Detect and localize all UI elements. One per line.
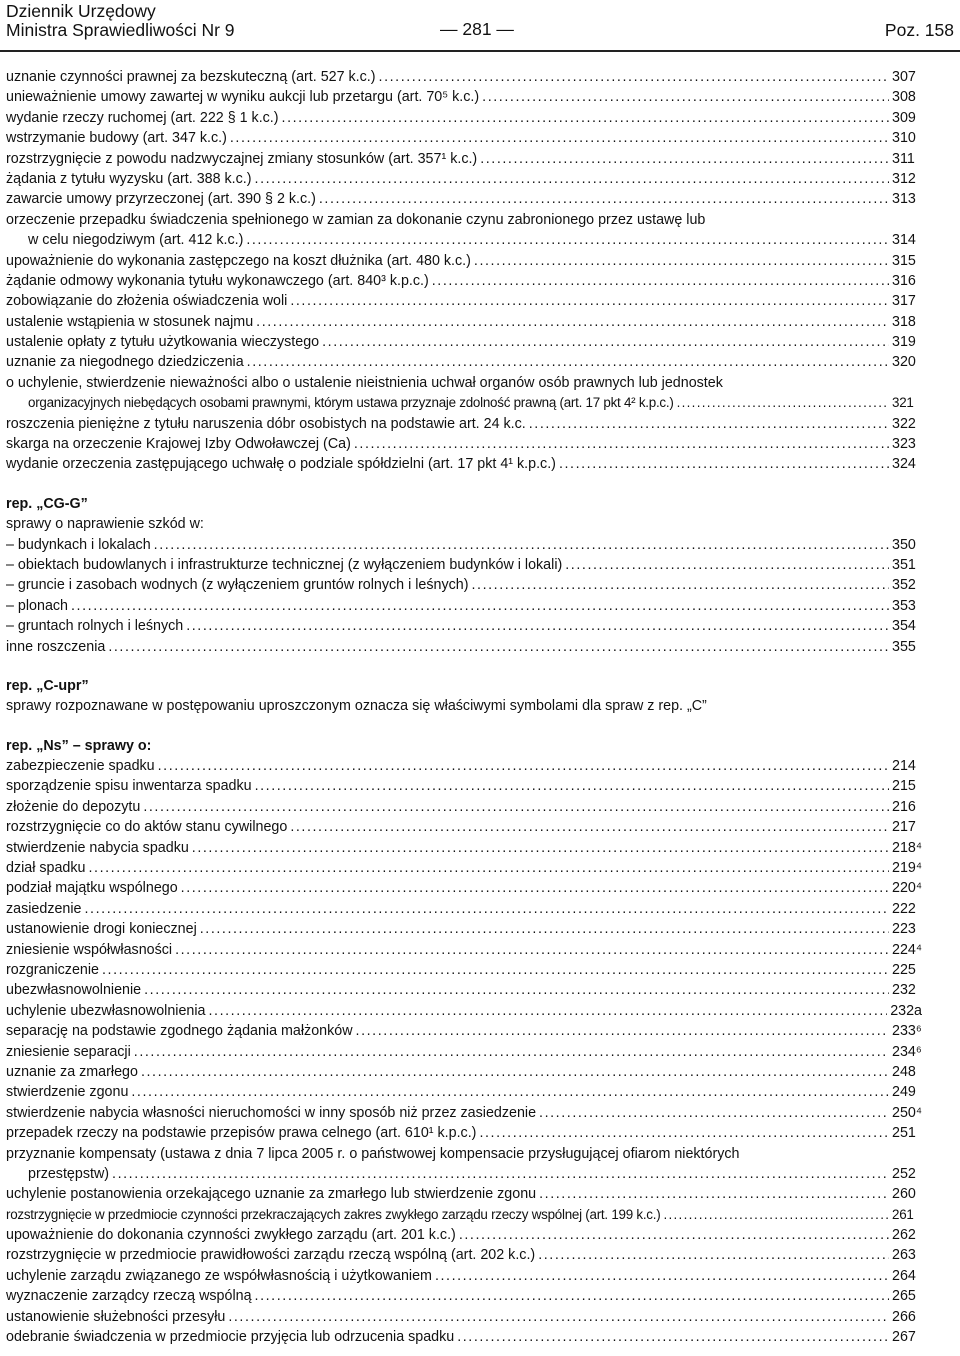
entry-page-number: 352 — [892, 577, 916, 594]
entries-block-c — [6, 67, 922, 475]
entry-page-number: 263 — [892, 1247, 916, 1264]
spacer — [6, 475, 922, 494]
toc-entry — [6, 616, 922, 636]
dot-leader — [200, 919, 889, 939]
toc-entry — [6, 169, 922, 189]
dot-leader — [71, 596, 889, 616]
entry-title: – plonach — [6, 597, 69, 614]
dot-leader — [457, 1327, 889, 1347]
entry-page-number: 224⁴ — [892, 941, 922, 958]
toc-entry — [6, 291, 922, 311]
spacer — [6, 657, 922, 676]
entry-page-number: 322 — [892, 415, 916, 432]
entry-title: – gruncie i zasobach wodnych (z wyłączeniem gruntów rolnych i leśnych) — [6, 577, 469, 594]
entry-page-number: 220⁴ — [892, 880, 922, 897]
entry-page-number: 313 — [892, 191, 916, 208]
dot-leader — [474, 251, 889, 271]
dot-leader — [144, 980, 889, 1000]
entry-title: uznanie za zmarłego — [6, 1063, 138, 1080]
dot-leader — [143, 797, 889, 817]
entry-title: wydanie orzeczenia zastępującego uchwałę o podziale spółdzielni (art. 17 pkt 4¹ k.p.c.) — [6, 456, 556, 473]
page-header — [0, 0, 960, 48]
entry-page-number: 264 — [892, 1267, 916, 1284]
entry-page-number: 312 — [892, 170, 916, 187]
toc-entry — [6, 878, 922, 898]
entry-page-number: 234⁶ — [892, 1043, 922, 1060]
toc-entry — [6, 1062, 922, 1082]
toc-entry — [6, 128, 922, 148]
toc-entry — [6, 434, 922, 454]
entry-title: w celu niegodziwym (art. 412 k.c.) — [28, 232, 244, 249]
dot-leader — [529, 414, 889, 434]
toc-entry — [6, 756, 922, 776]
entry-page-number: 262 — [892, 1227, 916, 1244]
dot-leader — [482, 87, 889, 107]
spacer — [6, 717, 922, 736]
entry-title: inne roszczenia — [6, 638, 106, 655]
dot-leader — [181, 878, 889, 898]
dot-leader — [255, 169, 889, 189]
entry-title: przepadek rzeczy na podstawie przepisów prawa celnego (art. 610¹ k.p.c.) — [6, 1125, 477, 1142]
entry-title: uchylenie postanowienia orzekającego uznanie za zmarłego lub stwierdzenie zgonu — [6, 1186, 537, 1203]
dot-leader — [134, 1042, 889, 1062]
section-heading-cgg: rep. „CG-G” — [6, 495, 88, 512]
toc-entry — [6, 899, 922, 919]
journal-title: Dziennik Urzędowy — [6, 1, 156, 21]
dot-leader — [247, 352, 889, 372]
dot-leader — [186, 616, 889, 636]
entry-page-number: 232a — [890, 1002, 922, 1019]
dot-leader — [246, 230, 889, 250]
dot-leader — [112, 1164, 889, 1184]
dot-leader — [255, 777, 889, 797]
dot-leader — [230, 128, 889, 148]
dot-leader — [539, 1184, 889, 1204]
table-of-contents — [6, 67, 922, 1347]
entry-page-number: 250⁴ — [892, 1104, 922, 1121]
entry-page-number: 223 — [892, 921, 916, 938]
entry-title: wstrzymanie budowy (art. 347 k.c.) — [6, 130, 227, 147]
entry-title: żądanie odmowy wykonania tytułu wykonawczego (art. 840³ k.p.c.) — [6, 272, 429, 289]
entry-page-number: 309 — [892, 109, 916, 126]
entry-title: złożenie do depozytu — [6, 798, 141, 815]
position-number: Poz. 158 — [884, 20, 954, 40]
entry-title: przestępstw) — [28, 1165, 110, 1182]
dot-leader — [354, 434, 889, 454]
entry-page-number: 267 — [892, 1329, 916, 1346]
toc-entry — [6, 596, 922, 616]
entry-page-number: 217 — [892, 819, 916, 836]
toc-entry — [6, 1245, 922, 1265]
toc-entry — [6, 555, 922, 575]
dot-leader — [471, 575, 889, 595]
entry-page-number: 216 — [892, 798, 916, 815]
toc-entry — [6, 1021, 922, 1041]
toc-entry — [6, 189, 922, 209]
dot-leader — [141, 1062, 889, 1082]
entries-block-ns — [6, 756, 922, 1347]
entry-title: upoważnienie do dokonania czynności zwykłego zarządu (art. 201 k.c.) — [6, 1227, 456, 1244]
dot-leader — [379, 67, 889, 87]
journal-issue: Ministra Sprawiedliwości Nr 9 — [6, 20, 235, 40]
entry-title: separację na podstawie zgodnego żądania małżonków — [6, 1023, 353, 1040]
section-heading-cupr: rep. „C-upr” — [6, 677, 89, 694]
toc-entry — [6, 1001, 922, 1021]
entry-title: ustalenie wstąpienia w stosunek najmu — [6, 313, 254, 330]
entry-title: podział majątku wspólnego — [6, 880, 178, 897]
dot-leader — [290, 291, 889, 311]
entry-title: – gruntach rolnych i leśnych — [6, 618, 184, 635]
entry-page-number: 232 — [892, 982, 916, 999]
toc-entry — [6, 838, 922, 858]
dot-leader — [432, 271, 889, 291]
toc-entry — [6, 858, 922, 878]
entry-page-number: 319 — [892, 334, 916, 351]
dot-leader — [108, 637, 889, 657]
toc-entry — [6, 1205, 922, 1225]
toc-entry — [6, 1286, 922, 1306]
toc-entry — [6, 1042, 922, 1062]
toc-entry — [6, 980, 922, 1000]
toc-entry — [6, 797, 922, 817]
toc-entry — [6, 414, 922, 434]
entry-title: skarga na orzeczenie Krajowej Izby Odwoławczej (Ca) — [6, 436, 351, 453]
dot-leader — [435, 1266, 889, 1286]
entry-page-number: 222 — [892, 900, 916, 917]
entry-page-number: 260 — [892, 1186, 916, 1203]
entry-title: sporządzenie spisu inwentarza spadku — [6, 778, 252, 795]
entry-page-number: 265 — [892, 1288, 916, 1305]
entry-page-number: 219⁴ — [892, 860, 922, 877]
entries-block-cgg — [6, 535, 922, 657]
section-heading-ns: rep. „Ns” – sprawy o: — [6, 737, 152, 754]
entry-title: – obiektach budowlanych i infrastrukturze technicznej (z wyłączeniem budynków i lokali) — [6, 556, 563, 573]
dot-leader — [88, 858, 889, 878]
header-divider — [0, 50, 960, 52]
entry-page-number: 214 — [892, 758, 916, 775]
dot-leader — [479, 1123, 889, 1143]
toc-entry — [6, 1307, 922, 1327]
entry-title: roszczenia pieniężne z tytułu naruszenia dóbr osobistych na podstawie art. 24 k.c. — [6, 415, 526, 432]
dot-leader — [356, 1021, 889, 1041]
toc-entry — [6, 87, 922, 107]
entry-title: odebranie świadczenia w przedmiocie przyjęcia lub odrzucenia spadku — [6, 1329, 455, 1346]
dot-leader — [228, 1307, 889, 1327]
section-text-cupr: sprawy rozpoznawane w postępowaniu uproszczonym oznacza się właściwymi symbolami dla spraw z rep. „C” — [6, 698, 707, 715]
dot-leader — [538, 1245, 889, 1265]
toc-entry-continued: orzeczenie przepadku świadczenia spełnionego w zamian za dokonanie czynu zabronionego przez ustawę lub — [6, 211, 706, 228]
entry-page-number: 355 — [892, 638, 916, 655]
entry-title: zniesienie separacji — [6, 1043, 131, 1060]
entry-title: uznanie za niegodnego dziedziczenia — [6, 354, 244, 371]
entry-title: unieważnienie umowy zawartej w wyniku aukcji lub przetargu (art. 70⁵ k.c.) — [6, 89, 480, 106]
entry-page-number: 323 — [892, 436, 916, 453]
toc-entry — [6, 454, 922, 474]
toc-entry — [6, 1082, 922, 1102]
dot-leader — [158, 756, 889, 776]
dot-leader — [255, 1286, 889, 1306]
entry-page-number: 261 — [892, 1206, 914, 1222]
entry-page-number: 311 — [892, 150, 915, 167]
entry-title: stwierdzenie nabycia spadku — [6, 839, 189, 856]
entry-title: zawarcie umowy przyrzeczonej (art. 390 § 2 k.c.) — [6, 191, 316, 208]
toc-entry — [6, 535, 922, 555]
toc-entry — [6, 1184, 922, 1204]
dot-leader — [192, 838, 889, 858]
entry-title: ubezwłasnowolnienie — [6, 982, 142, 999]
section-intro-cgg: sprawy o naprawienie szkód w: — [6, 516, 204, 533]
entry-title: rozstrzygnięcie w przedmiocie czynności przekraczających zakres zwykłego zarządu rzeczy wspólnej (art. 199 k.c.) — [6, 1206, 661, 1222]
entry-page-number: 307 — [892, 68, 916, 85]
toc-entry — [6, 149, 922, 169]
entry-page-number: 321 — [892, 395, 914, 411]
entry-title: wyznaczenie zarządcy rzeczą wspólną — [6, 1288, 252, 1305]
entry-title: uchylenie ubezwłasnowolnienia — [6, 1002, 206, 1019]
dot-leader — [663, 1205, 889, 1225]
toc-entry — [6, 352, 922, 372]
dot-leader — [480, 149, 889, 169]
entry-page-number: 315 — [892, 252, 916, 269]
entry-page-number: 308 — [892, 89, 916, 106]
dot-leader — [175, 940, 889, 960]
toc-entry — [6, 960, 922, 980]
dot-leader — [290, 817, 889, 837]
dot-leader — [85, 899, 889, 919]
entry-page-number: 218⁴ — [892, 839, 922, 856]
entry-page-number: 324 — [892, 456, 916, 473]
dot-leader — [154, 535, 889, 555]
dot-leader — [565, 555, 889, 575]
toc-entry — [6, 108, 922, 128]
entry-title: stwierdzenie zgonu — [6, 1084, 129, 1101]
entry-page-number: 249 — [892, 1084, 916, 1101]
dot-leader — [539, 1103, 889, 1123]
entry-title: zniesienie współwłasności — [6, 941, 173, 958]
toc-entry-continued: o uchylenie, stwierdzenie nieważności albo o ustalenie nieistnienia uchwał organów osób prawnych lub jednostek — [6, 374, 723, 391]
toc-entry — [6, 67, 922, 87]
entry-title: – budynkach i lokalach — [6, 536, 151, 553]
dot-leader — [319, 189, 889, 209]
entry-page-number: 320 — [892, 354, 916, 371]
dot-leader — [256, 312, 889, 332]
entry-page-number: 351 — [892, 556, 916, 573]
entry-page-number: 252 — [892, 1165, 916, 1182]
dot-leader — [102, 960, 889, 980]
toc-entry — [6, 271, 922, 291]
dot-leader — [459, 1225, 889, 1245]
toc-entry — [6, 637, 922, 657]
toc-entry — [6, 1103, 922, 1123]
entry-title: dział spadku — [6, 860, 86, 877]
toc-entry — [6, 393, 922, 413]
entry-title: wydanie rzeczy ruchomej (art. 222 § 1 k.c.) — [6, 109, 279, 126]
entry-title: zabezpieczenie spadku — [6, 758, 155, 775]
entry-page-number: 310 — [892, 130, 916, 147]
toc-entry — [6, 1266, 922, 1286]
entry-page-number: 318 — [892, 313, 916, 330]
entry-title: rozstrzygnięcie z powodu nadzwyczajnej zmiany stosunków (art. 357¹ k.c.) — [6, 150, 478, 167]
dot-leader — [209, 1001, 888, 1021]
entry-page-number: 314 — [892, 232, 916, 249]
toc-entry — [6, 777, 922, 797]
entry-title: zasiedzenie — [6, 900, 82, 917]
toc-entry — [6, 230, 922, 250]
toc-entry — [6, 1327, 922, 1347]
toc-entry — [6, 1123, 922, 1143]
entry-page-number: 248 — [892, 1063, 916, 1080]
entry-title: rozgraniczenie — [6, 962, 99, 978]
entry-title: uchylenie zarządu związanego ze współwłasnością i użytkowaniem — [6, 1267, 432, 1284]
entry-title: upoważnienie do wykonania zastępczego na koszt dłużnika (art. 480 k.c.) — [6, 252, 471, 269]
entry-page-number: 215 — [892, 778, 916, 795]
entry-title: uznanie czynności prawnej za bezskuteczną (art. 527 k.c.) — [6, 68, 376, 85]
entry-page-number: 353 — [892, 597, 916, 614]
dot-leader — [559, 454, 889, 474]
entry-title: stwierdzenie nabycia własności nieruchomości w inny sposób niż przez zasiedzenie — [6, 1104, 537, 1121]
toc-entry — [6, 312, 922, 332]
entry-page-number: 251 — [892, 1125, 916, 1142]
dot-leader — [131, 1082, 889, 1102]
entry-page-number: 316 — [892, 272, 916, 289]
toc-entry — [6, 575, 922, 595]
dot-leader — [322, 332, 889, 352]
entry-page-number: 266 — [892, 1308, 916, 1325]
toc-entry — [6, 1225, 922, 1245]
entry-page-number: 225 — [892, 962, 916, 978]
dot-leader — [677, 393, 889, 413]
entry-title: ustanowienie drogi koniecznej — [6, 921, 197, 938]
toc-entry — [6, 817, 922, 837]
toc-entry — [6, 1164, 922, 1184]
entry-title: rozstrzygnięcie co do aktów stanu cywilnego — [6, 819, 288, 836]
entry-page-number: 317 — [892, 293, 916, 310]
dot-leader — [282, 108, 889, 128]
toc-entry — [6, 940, 922, 960]
toc-entry — [6, 332, 922, 352]
entry-title: ustanowienie służebności przesyłu — [6, 1308, 226, 1325]
toc-entry — [6, 919, 922, 939]
entry-page-number: 233⁶ — [892, 1023, 922, 1040]
toc-entry — [6, 251, 922, 271]
entry-title: zobowiązanie do złożenia oświadczenia woli — [6, 293, 288, 310]
toc-entry-continued: przyznanie kompensaty (ustawa z dnia 7 lipca 2005 r. o państwowej kompensacie przysługującej ofiarom niektórych — [6, 1145, 740, 1162]
entry-title: rozstrzygnięcie w przedmiocie prawidłowości zarządu rzeczą wspólną (art. 202 k.c.) — [6, 1247, 536, 1264]
entry-page-number: 354 — [892, 618, 916, 635]
entry-title: żądania z tytułu wyzysku (art. 388 k.c.) — [6, 170, 252, 187]
page-number: — 281 — — [440, 19, 514, 39]
entry-page-number: 350 — [892, 536, 916, 553]
entry-title: ustalenie opłaty z tytułu użytkowania wieczystego — [6, 334, 320, 351]
entry-title: organizacyjnych niebędących osobami prawnymi, którym ustawa przyznaje zdolność prawną (art. 17 pkt 4² k.p.c.) — [28, 395, 674, 411]
